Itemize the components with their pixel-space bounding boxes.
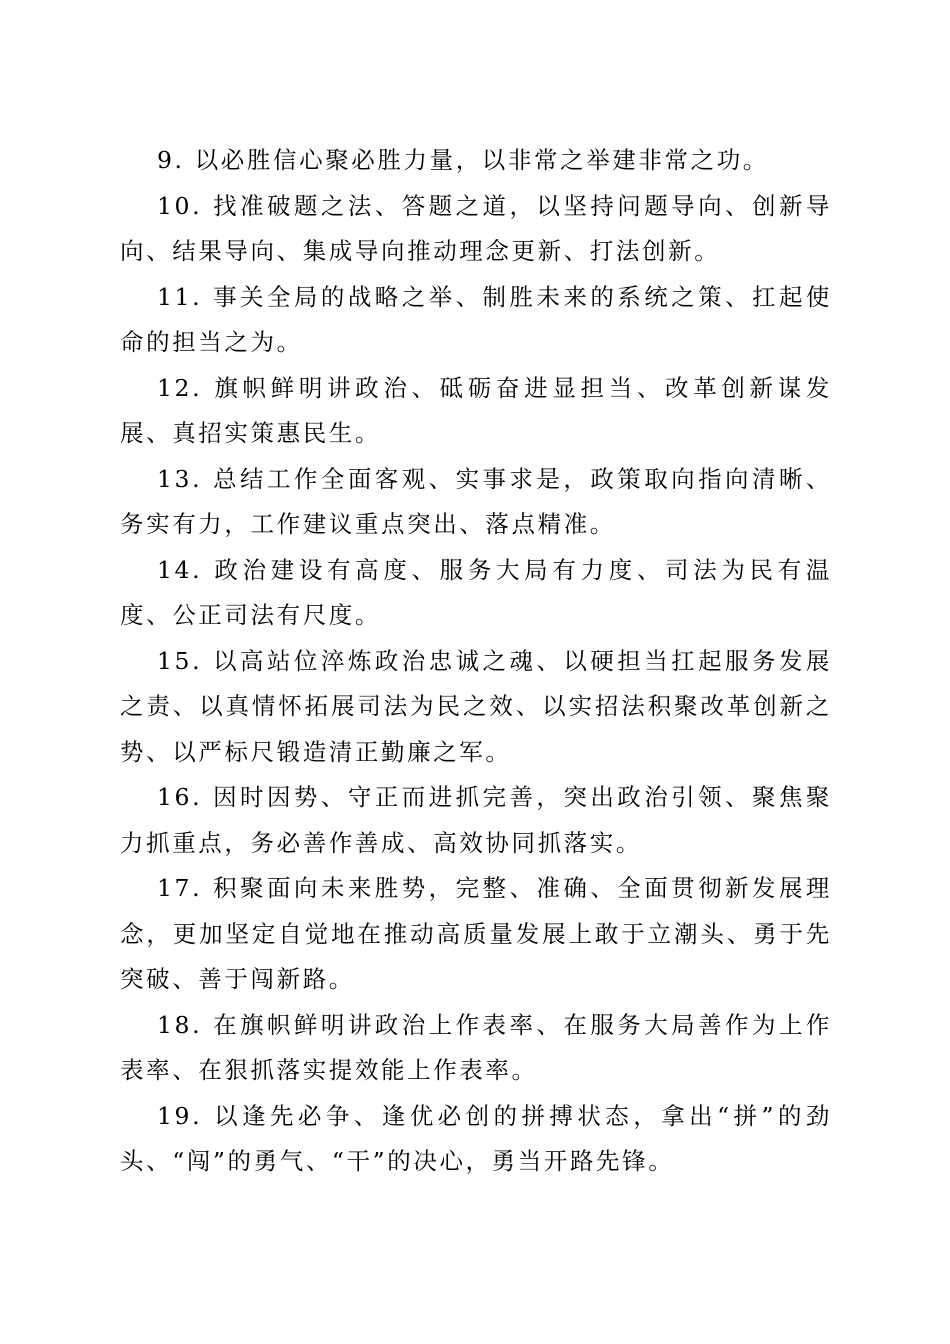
paragraph-9: 9. 以必胜信心聚必胜力量，以非常之举建非常之功。 [157, 146, 769, 174]
paragraph-17: 17. 积聚面向未来胜势，完整、准确、全面贯彻新发展理念，更加坚定自觉地在推动高质量发展上敢于立潮头、勇于先突破、善于闯新路。 [120, 874, 832, 993]
paragraph-10: 10. 找准破题之法、答题之道，以坚持问题导向、创新导向、结果导向、集成导向推动理念更新、打法创新。 [120, 191, 832, 265]
paragraph-15: 15. 以高站位淬炼政治忠诚之魂、以硬担当扛起服务发展之责、以真情怀拓展司法为民之效、以实招法积聚改革创新之势、以严标尺锻造清正勤廉之军。 [120, 646, 832, 766]
paragraph-14: 14. 政治建设有高度、服务大局有力度、司法为民有温度、公正司法有尺度。 [120, 555, 832, 629]
paragraph-12: 12. 旗帜鲜明讲政治、砥砺奋进显担当、改革创新谋发展、真招实策惠民生。 [120, 373, 832, 447]
paragraph-11: 11. 事关全局的战略之举、制胜未来的系统之策、扛起使命的担当之为。 [120, 282, 832, 356]
document-body [120, 138, 832, 1185]
paragraph-13: 13. 总结工作全面客观、实事求是，政策取向指向清晰、务实有力，工作建议重点突出、落点精准。 [120, 464, 832, 538]
paragraph-19: 19. 以逢先必争、逢优必创的拼搏状态，拿出“拼”的劲头、“闯”的勇气、“干”的决心，勇当开路先锋。 [120, 1101, 832, 1175]
paragraph-16: 16. 因时因势、守正而进抓完善，突出政治引领、聚焦聚力抓重点，务必善作善成、高效协同抓落实。 [120, 783, 832, 857]
paragraph-18: 18. 在旗帜鲜明讲政治上作表率、在服务大局善作为上作表率、在狠抓落实提效能上作表率。 [120, 1010, 832, 1084]
